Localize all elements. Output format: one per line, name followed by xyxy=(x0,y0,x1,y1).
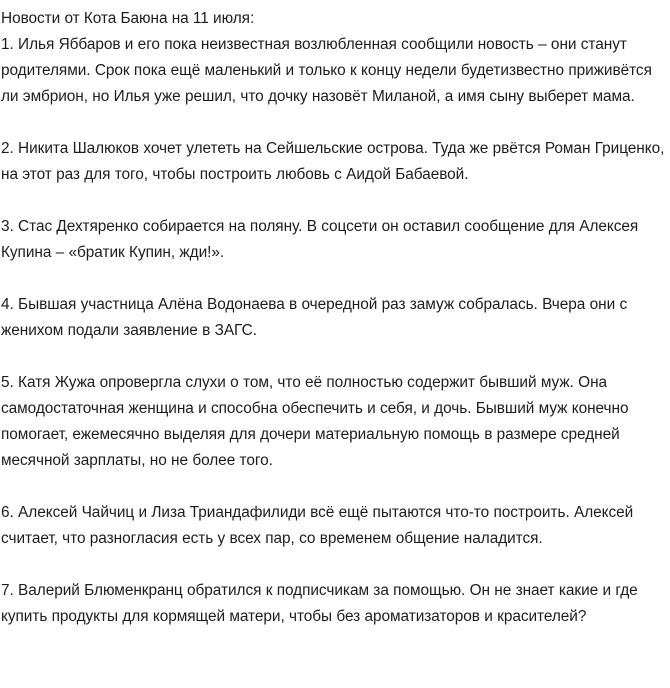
article-headline: Новости от Кота Баюна на 11 июля: xyxy=(1,10,255,27)
news-item-4: 4. Бывшая участница Алёна Водонаева в очередной раз замуж собралась. Вчера они с женихом подали заявление в ЗАГС. xyxy=(1,296,628,339)
news-item-3: 3. Стас Дехтяренко собирается на поляну. В соцсети он оставил сообщение для Алексея Купина – «братик Купин, жди!». xyxy=(1,218,639,261)
news-item-6: 6. Алексей Чайчиц и Лиза Триандафилиди всё ещё пытаются что-то построить. Алексей считает, что разногласия есть у всех пар, со временем общение наладится. xyxy=(1,504,634,547)
news-item-2: 2. Никита Шалюков хочет улететь на Сейшельские острова. Туда же рвётся Роман Гриценко, на этот раз для того, чтобы построить любовь с Аидой Бабаевой. xyxy=(1,140,665,183)
news-item-1: 1. Илья Яббаров и его пока неизвестная возлюбленная сообщили новость – они станут родителями. Срок пока ещё маленький и только к концу недели будетизвестно приживётся ли эмбрион, но Илья уже решил, что дочку назовёт Миланой, а имя сыну выберет мама. xyxy=(1,36,652,105)
news-item-5: 5. Катя Жужа опровергла слухи о том, что её полностью содержит бывший муж. Она самодостаточная женщина и способна обеспечить и себя, и дочь. Бывший муж конечно помогает, ежемесячно выделяя для дочери материальную помощь в размере средней месячной зарплаты, но не более того. xyxy=(1,374,629,469)
news-item-7: 7. Валерий Блюменкранц обратился к подписчикам за помощью. Он не знает какие и где купить продукты для кормящей матери, чтобы без ароматизаторов и красителей? xyxy=(1,582,638,625)
